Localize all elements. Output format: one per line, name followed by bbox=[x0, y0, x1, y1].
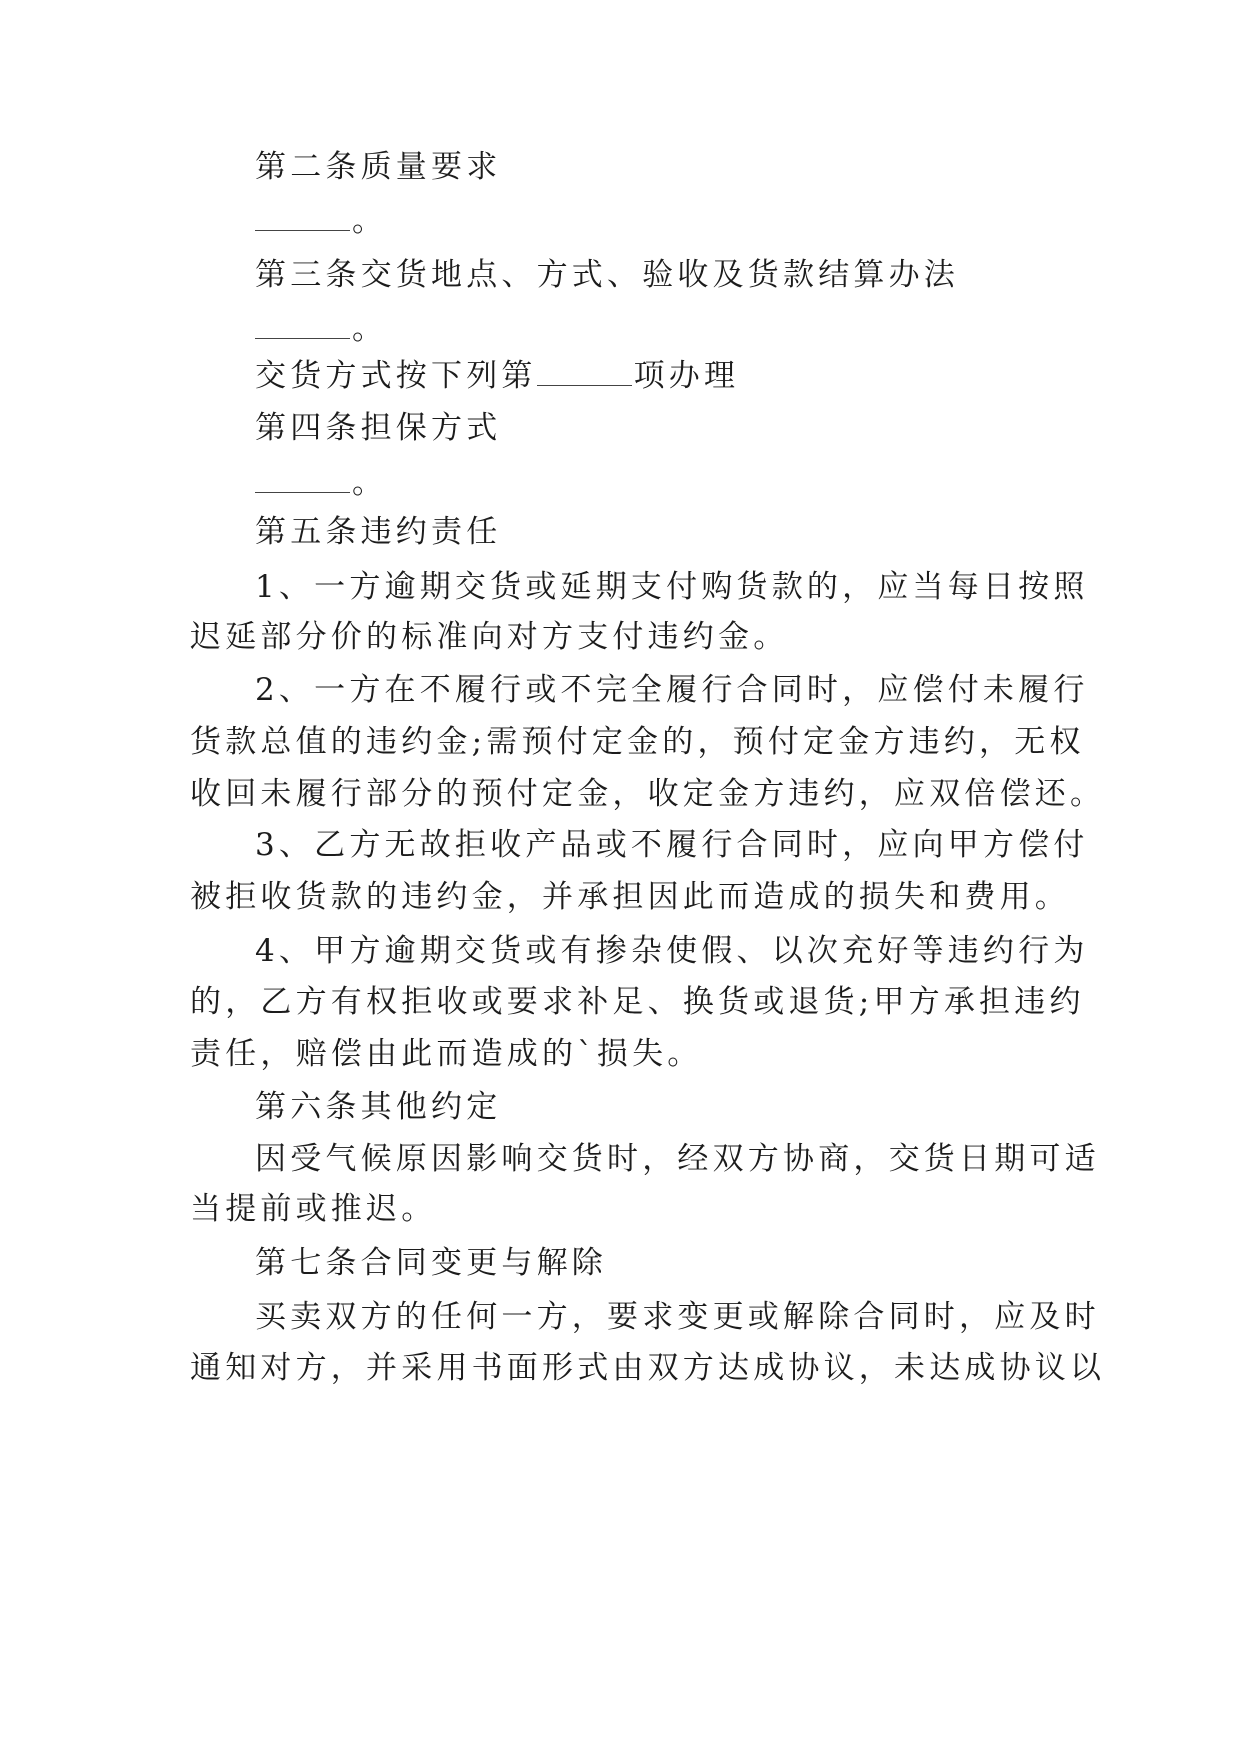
item-4-line-1: 4、甲方逾期交货或有掺杂使假、以次充好等违约行为 bbox=[255, 933, 1089, 969]
heading-article-6: 第六条其他约定 bbox=[255, 1089, 502, 1125]
delivery-method-line bbox=[255, 346, 739, 406]
period: 。 bbox=[352, 311, 388, 347]
clause-6-line-2: 当提前或推迟。 bbox=[190, 1191, 437, 1227]
clause-6-line-1: 因受气候原因影响交货时，经双方协商，交货日期可适 bbox=[255, 1141, 1100, 1177]
item-2-line-2: 货款总值的违约金;需预付定金的，预付定金方违约，无权 bbox=[190, 724, 1085, 760]
item-4-line-3: 责任，赔偿由此而造成的`损失。 bbox=[190, 1036, 703, 1072]
heading-article-5: 第五条违约责任 bbox=[255, 514, 502, 550]
item-2-line-1: 2、一方在不履行或不完全履行合同时，应偿付未履行 bbox=[255, 672, 1089, 708]
fill-blank bbox=[255, 312, 350, 339]
fill-blank bbox=[255, 466, 350, 493]
clause-7-line-1: 买卖双方的任何一方，要求变更或解除合同时，应及时 bbox=[255, 1299, 1100, 1335]
heading-article-3: 第三条交货地点、方式、验收及货款结算办法 bbox=[255, 257, 959, 293]
fill-blank bbox=[537, 359, 632, 386]
heading-article-7: 第七条合同变更与解除 bbox=[255, 1245, 607, 1281]
item-1-line-2: 迟延部分价的标准向对方支付违约金。 bbox=[190, 619, 789, 655]
blank-line-1 bbox=[255, 191, 387, 251]
period: 。 bbox=[352, 465, 388, 501]
item-3-line-1: 3、乙方无故拒收产品或不履行合同时，应向甲方偿付 bbox=[255, 827, 1089, 863]
fill-blank bbox=[255, 204, 350, 231]
clause-7-line-2: 通知对方，并采用书面形式由双方达成协议，未达成协议以 bbox=[190, 1350, 1106, 1386]
item-1-line-1: 1、一方逾期交货或延期支付购货款的，应当每日按照 bbox=[255, 569, 1089, 605]
heading-article-2: 第二条质量要求 bbox=[255, 149, 502, 185]
period: 。 bbox=[352, 203, 388, 239]
item-3-line-2: 被拒收货款的违约金，并承担因此而造成的损失和费用。 bbox=[190, 879, 1070, 915]
item-4-line-2: 的，乙方有权拒收或要求补足、换货或退货;甲方承担违约 bbox=[190, 984, 1085, 1020]
heading-article-4: 第四条担保方式 bbox=[255, 410, 502, 446]
delivery-suffix: 项办理 bbox=[633, 358, 740, 394]
delivery-prefix: 交货方式按下列第 bbox=[255, 358, 537, 394]
item-2-line-3: 收回未履行部分的预付定金，收定金方违约，应双倍偿还。 bbox=[190, 776, 1106, 812]
